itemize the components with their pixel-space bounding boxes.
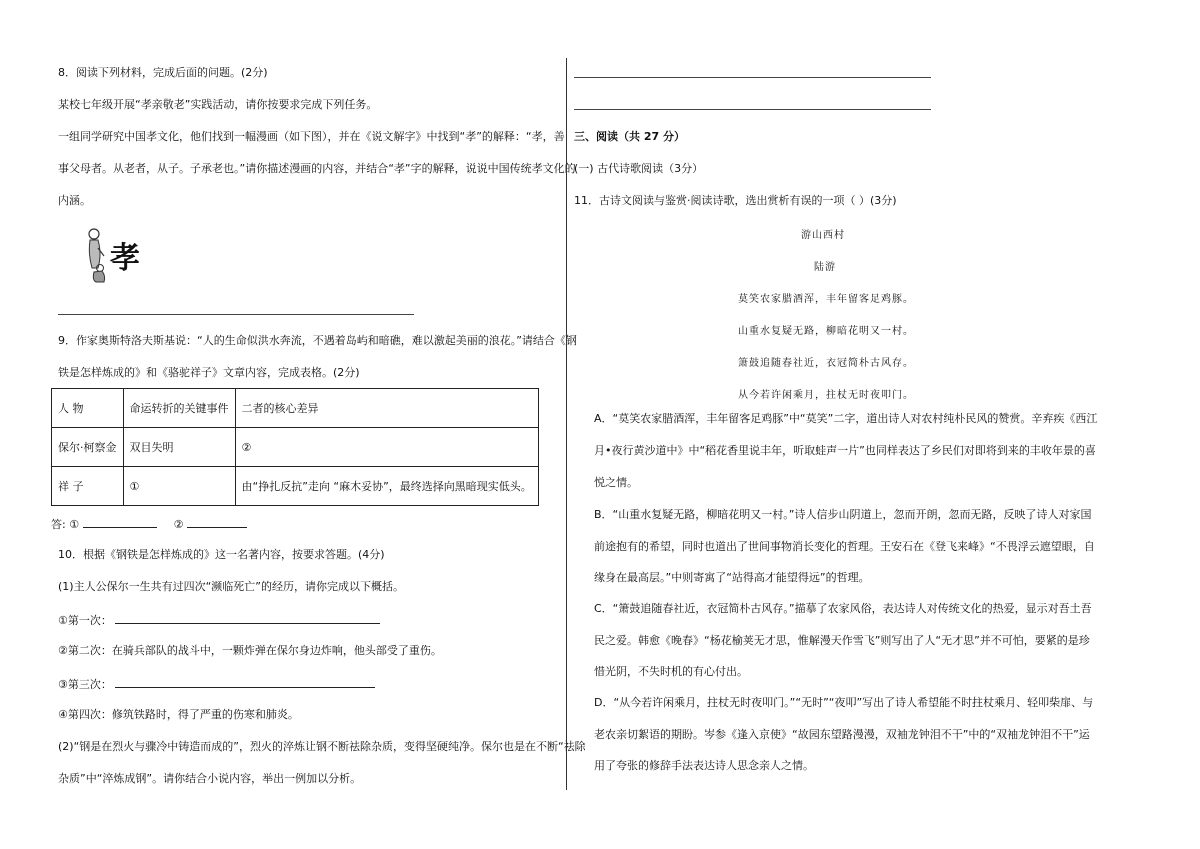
option-d-line-2: 老农亲切絮语的期盼。岑参《逢入京使》“故园东望路漫漫，双袖龙钟泪不干”中的“双袖龙钟泪不干”运 <box>594 728 1090 741</box>
table-cell: 由“挣扎反抗”走向 “麻木妥协”，最终选择向黑暗现实低头。 <box>235 467 538 506</box>
subsection-title: (一) 古代诗歌阅读（3分） <box>574 162 704 175</box>
table-cell-blank[interactable]: ① <box>123 467 235 506</box>
section-title: 三、阅读（共 27 分） <box>574 130 685 143</box>
option-b-line-1: B．“山重水复疑无路，柳暗花明又一村。”诗人信步山阴道上，忽而开朗，忽而无路，反映了诗人对家国 <box>594 508 1092 521</box>
table-header-cell: 二者的核心差异 <box>235 389 538 428</box>
q10-sub2-line-2: 杂质”中“淬炼成钢”。请你结合小说内容，举出一例加以分析。 <box>58 772 362 785</box>
q9-line-2: 铁是怎样炼成的》和《骆驼祥子》文章内容，完成表格。(2分) <box>58 366 360 379</box>
answer-1-label: ① <box>69 518 80 531</box>
q8-title: 8．阅读下列材料，完成后面的问题。(2分) <box>58 66 268 79</box>
answer-2-label: ② <box>173 518 184 531</box>
answer-line[interactable] <box>574 77 931 78</box>
table-cell: 双目失明 <box>123 428 235 467</box>
q10-fourth: ④第四次：修筑铁路时，得了严重的伤寒和肺炎。 <box>58 708 299 721</box>
poem-author: 陆游 <box>814 262 836 273</box>
table-row <box>52 467 539 506</box>
option-a-line-2: 月•夜行黄沙道中》中“稻花香里说丰年，听取蛙声一片”也同样表达了乡民们对即将到来的丰收年景的喜 <box>594 444 1096 457</box>
option-c-line-1: C．“箫鼓追随春社近，衣冠简朴古风存。”描摹了农家风俗，表达诗人对传统文化的热爱，显示对吾土吾 <box>594 602 1092 615</box>
answer-label: 答: <box>51 518 66 531</box>
q10-third <box>58 676 375 692</box>
q10-title: 10．根据《钢铁是怎样炼成的》这一名著内容，按要求答题。(4分) <box>58 548 385 561</box>
q10-sub2-line-1: (2)“钢是在烈火与骤冷中铸造而成的”，烈火的淬炼让钢不断祛除杂质，变得坚硬纯净。保尔也是在不断“祛除 <box>58 740 586 753</box>
table-header-cell: 命运转折的关键事件 <box>123 389 235 428</box>
table-cell-blank[interactable]: ② <box>235 428 538 467</box>
q8-paragraph-line-2: 事父母者。从老者，从子。子承老也。”请你描述漫画的内容，并结合“孝”字的解释，说说中国传统孝文化的 <box>58 162 576 175</box>
answer-1-blank[interactable] <box>83 516 157 528</box>
q10-third-label: ③第三次： <box>58 678 112 691</box>
q11-title: 11．古诗文阅读与鉴赏·阅读诗歌，选出赏析有误的一项（ ）(3分) <box>574 194 897 207</box>
q10-first <box>58 612 380 628</box>
option-a-line-1: A．“莫笑农家腊酒浑，丰年留客足鸡豚”中“莫笑”二字，道出诗人对农村纯朴民风的赞赏。辛弃疾《西江 <box>594 412 1098 425</box>
q9-table <box>51 388 539 506</box>
answer-2-blank[interactable] <box>187 516 247 528</box>
q8-intro: 某校七年级开展“孝亲敬老”实践活动，请你按要求完成下列任务。 <box>58 98 378 111</box>
q10-first-label: ①第一次： <box>58 614 112 627</box>
q10-first-blank[interactable] <box>115 612 380 624</box>
q9-answer-row <box>51 516 247 532</box>
option-c-line-2: 民之爱。韩愈《晚春》“杨花榆荚无才思，惟解漫天作雪飞”则写出了人“无才思”并不可怕，要紧的是珍 <box>594 634 1090 647</box>
poem-title: 游山西村 <box>801 230 845 241</box>
q8-answer-line[interactable] <box>58 314 414 315</box>
table-header-cell: 人 物 <box>52 389 124 428</box>
q10-third-blank[interactable] <box>115 676 375 688</box>
filial-piety-cartoon <box>80 224 140 284</box>
answer-line[interactable] <box>574 109 931 110</box>
table-row <box>52 428 539 467</box>
poem-line: 从今若许闲乘月，拄杖无时夜叩门。 <box>738 390 914 401</box>
q10-sub1: (1)主人公保尔一生共有过四次“濒临死亡”的经历，请你完成以下概括。 <box>58 580 404 593</box>
q9-line-1: 9．作家奥斯特洛夫斯基说：“人的生命似洪水奔流，不遇着岛屿和暗礁，难以激起美丽的浪花。”请结合《钢 <box>58 334 577 347</box>
option-b-line-2: 前途抱有的希望，同时也道出了世间事物消长变化的哲理。王安石在《登飞来峰》“不畏浮云遮望眼，自 <box>594 540 1095 553</box>
option-a-line-3: 悦之情。 <box>594 476 638 489</box>
poem-line: 莫笑农家腊酒浑，丰年留客足鸡豚。 <box>738 294 914 305</box>
q8-paragraph-line-3: 内涵。 <box>58 194 91 207</box>
q10-second: ②第二次：在骑兵部队的战斗中，一颗炸弹在保尔身边炸响，他头部受了重伤。 <box>58 644 442 657</box>
q8-paragraph-line-1: 一组同学研究中国孝文化，他们找到一幅漫画（如下图），并在《说文解字》中找到“孝”的解释：“孝，善 <box>58 130 565 143</box>
table-cell: 祥 子 <box>52 467 124 506</box>
option-d-line-1: D．“从今若许闲乘月，拄杖无时夜叩门。”“无时”“夜叩”写出了诗人希望能不时拄杖乘月、轻叩柴扉、与 <box>594 696 1094 709</box>
option-b-line-3: 缘身在最高层。”中则寄寓了“站得高才能望得远”的哲理。 <box>594 571 870 584</box>
table-cell: 保尔·柯察金 <box>52 428 124 467</box>
option-d-line-3: 用了夸张的修辞手法表达诗人思念亲人之情。 <box>594 759 814 772</box>
table-header-row <box>52 389 539 428</box>
column-divider <box>566 58 567 790</box>
poem-line: 箫鼓追随春社近，衣冠简朴古风存。 <box>738 358 914 369</box>
poem-line: 山重水复疑无路，柳暗花明又一村。 <box>738 326 914 337</box>
cartoon-character: 孝 <box>110 241 140 276</box>
option-c-line-3: 惜光阴，不失时机的有心付出。 <box>594 665 748 678</box>
